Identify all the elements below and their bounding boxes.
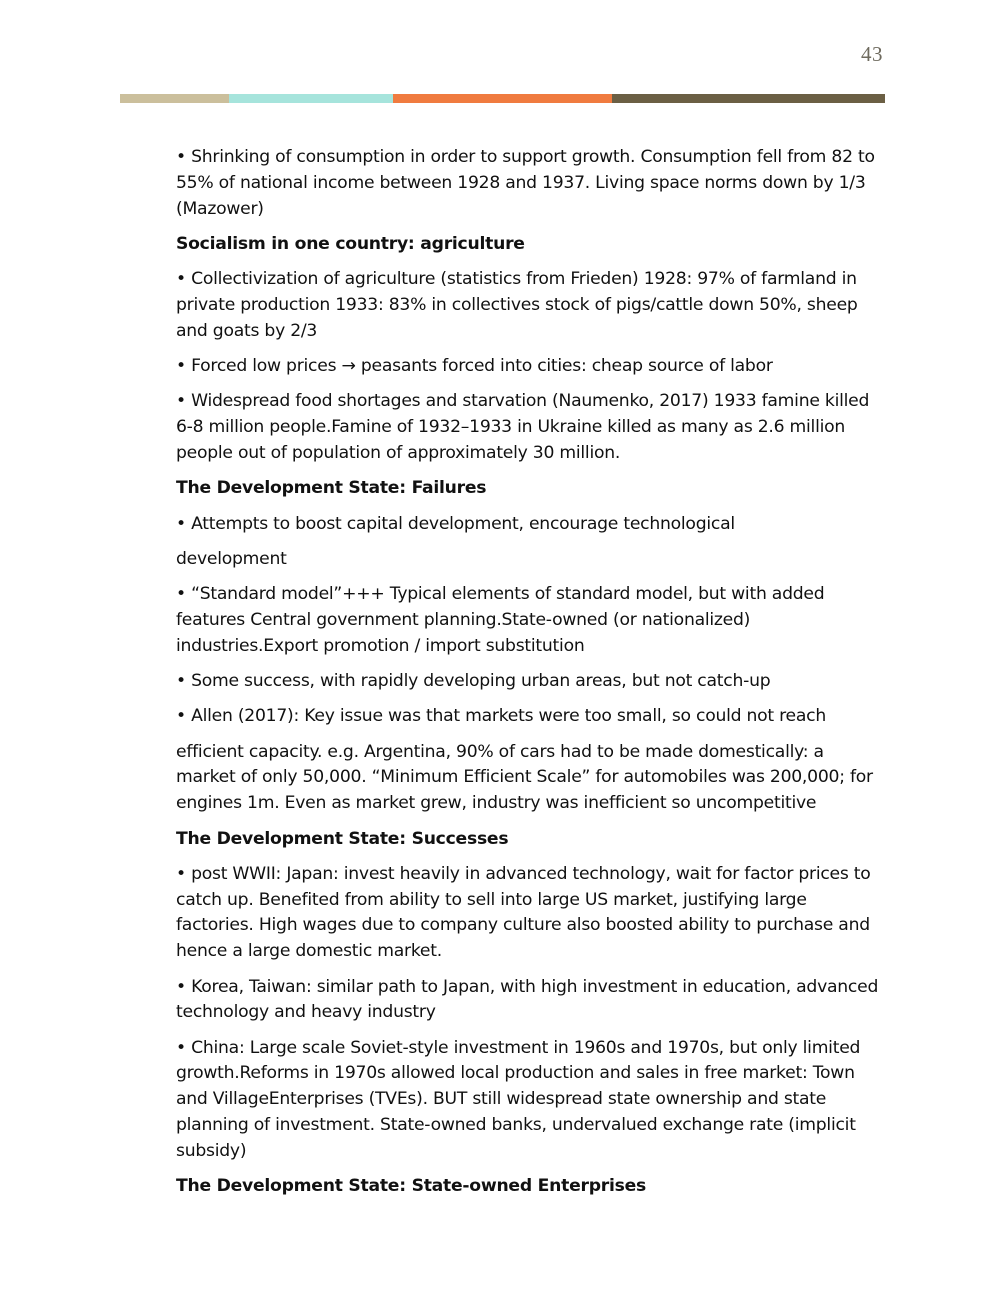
paragraph: • Shrinking of consumption in order to support growth. Consumption fell from 82 to 55% of national income between 1928 and 1937. Living space norms down by 1/3 (Mazower): [176, 147, 875, 219]
section-heading: The Development State: State-owned Enterprises: [176, 1176, 646, 1197]
page-number: 43: [861, 42, 883, 66]
paragraph: • Widespread food shortages and starvation (Naumenko, 2017) 1933 famine killed 6-8 million people.Famine of 1932–1933 in Ukraine killed as many as 2.6 million people out of population of approximately 30 million.: [176, 391, 870, 463]
color-bar-segment-tan: [120, 94, 229, 103]
color-bar-segment-brown: [612, 94, 885, 103]
paragraph: • “Standard model”+++ Typical elements of standard model, but with added features Central government planning.State-owned (or nationalized) industries.Export promotion / import substitution: [176, 584, 825, 656]
document-body: [176, 145, 888, 1209]
paragraph: • Allen (2017): Key issue was that markets were too small, so could not reach: [176, 706, 827, 727]
paragraph: efficient capacity. e.g. Argentina, 90% of cars had to be made domestically: a market of only 50,000. “Minimum Efficient Scale” for automobiles was 200,000; for engines 1m. Even as market grew, industry was inefficient so uncompetitive: [176, 741, 873, 814]
paragraph: • Attempts to boost capital development, encourage technological: [176, 513, 735, 534]
paragraph: • Collectivization of agriculture (statistics from Frieden) 1928: 97% of farmland in private production 1933: 83% in collectives stock of pigs/cattle down 50%, sheep and goats by 2/3: [176, 269, 858, 341]
paragraph: • post WWII: Japan: invest heavily in advanced technology, wait for factor prices to catch up. Benefited from ability to sell into large US market, justifying large factories. High wages due to company culture also boosted ability to purchase and hence a large domestic market.: [176, 863, 871, 962]
color-bar-segment-aqua: [229, 94, 393, 103]
paragraph: • Forced low prices → peasants forced into cities: cheap source of labor: [176, 356, 773, 377]
section-heading: Socialism in one country: agriculture: [176, 233, 525, 254]
color-bar-segment-orange: [393, 94, 612, 103]
paragraph: • China: Large scale Soviet-style investment in 1960s and 1970s, but only limited growth.Reforms in 1970s allowed local production and sales in free market: Town and VillageEnterprises (TVEs). BUT still widespread state ownership and state planning of investment. State-owned banks, undervalued exchange rate (implicit subsidy): [176, 1037, 861, 1161]
header-color-bar: [120, 94, 885, 103]
paragraph: • Some success, with rapidly developing urban areas, but not catch-up: [176, 671, 771, 692]
paragraph: • Korea, Taiwan: similar path to Japan, with high investment in education, advanced technology and heavy industry: [176, 976, 879, 1023]
section-heading: The Development State: Failures: [176, 478, 487, 499]
paragraph: development: [176, 548, 287, 569]
section-heading: The Development State: Successes: [176, 828, 509, 849]
